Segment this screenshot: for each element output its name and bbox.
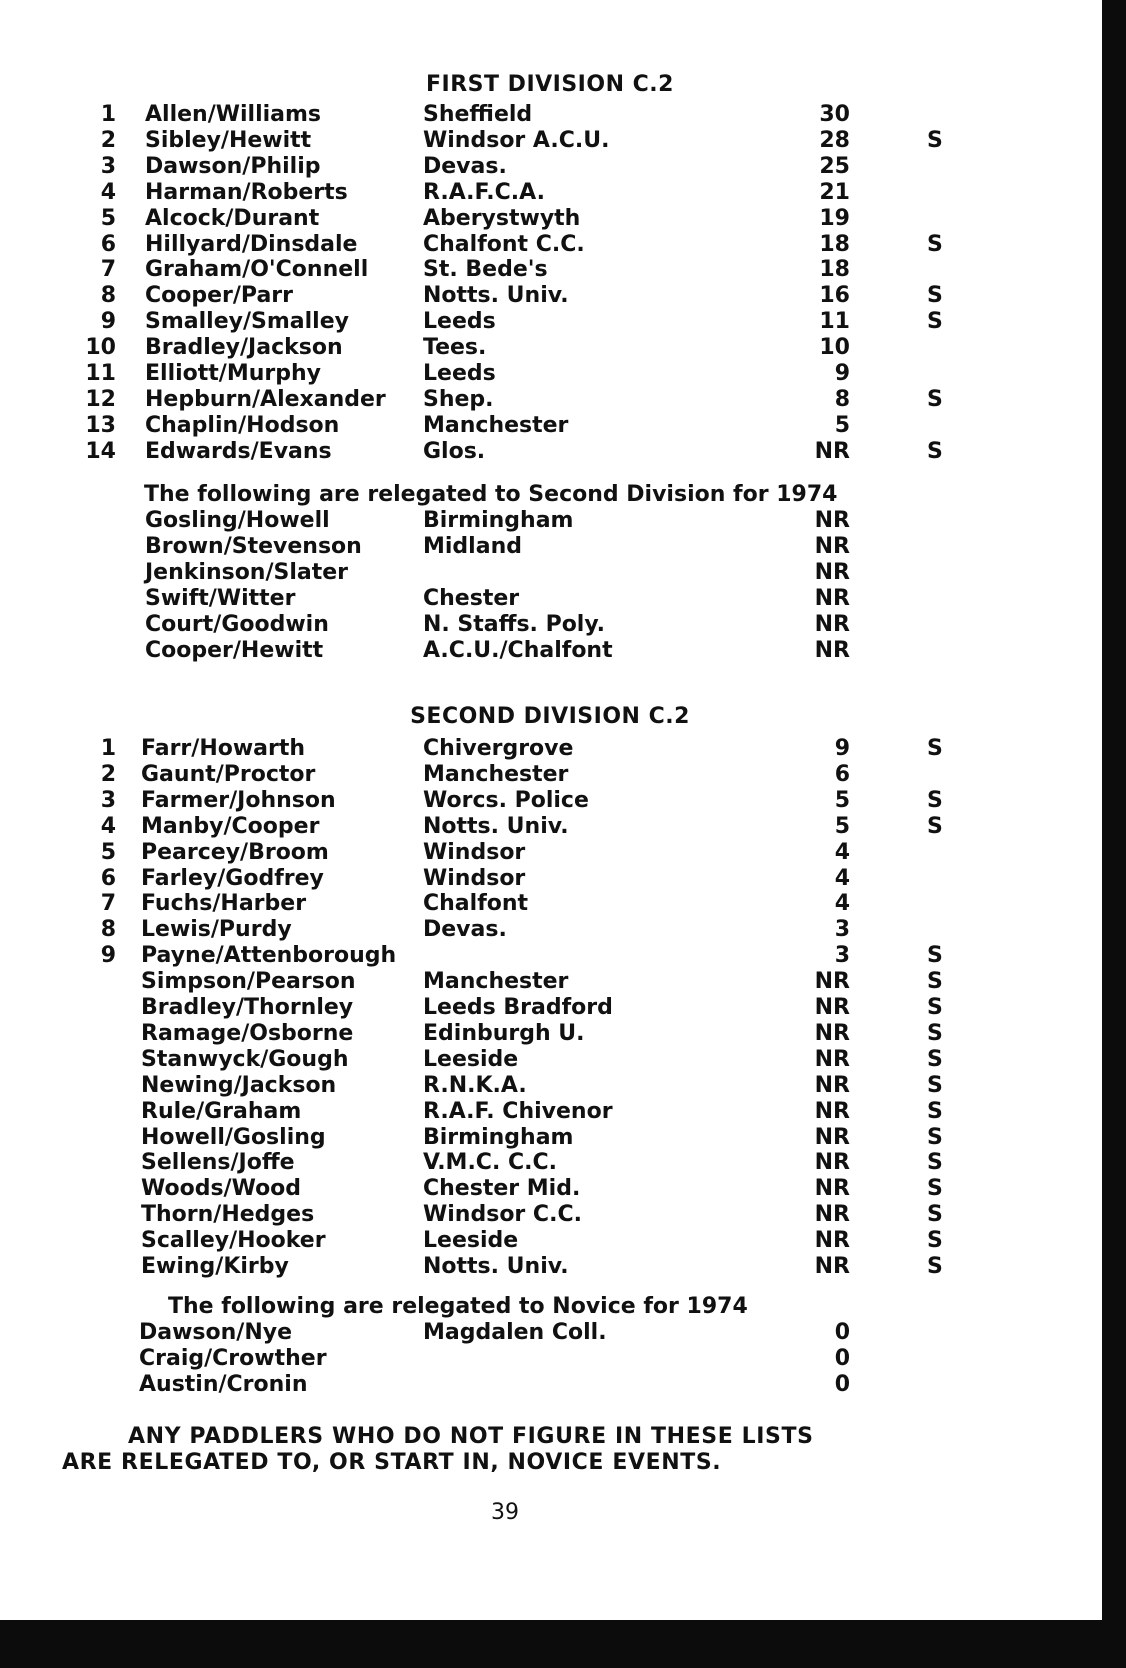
table-row <box>0 257 1000 283</box>
row-s: S <box>927 1150 943 1176</box>
row-name: Sibley/Hewitt <box>145 127 312 153</box>
row-name: Woods/Wood <box>141 1176 302 1202</box>
table-row <box>0 814 1000 840</box>
row-s: S <box>927 736 943 761</box>
row-name: Pearcey/Broom <box>141 839 329 865</box>
footer-notice-line-1: ANY PADDLERS WHO DO NOT FIGURE IN THESE LISTS <box>128 1424 814 1449</box>
row-club: Sheffield <box>423 102 533 127</box>
row-score: 6 <box>834 761 850 787</box>
row-score: NR <box>814 585 850 611</box>
scan-border-right <box>1102 0 1126 1668</box>
row-score: 0 <box>834 1320 850 1345</box>
row-name: Thorn/Hedges <box>141 1202 315 1228</box>
table-row <box>0 995 1000 1021</box>
table-row <box>0 969 1000 995</box>
row-club: Leeds Bradford <box>423 995 613 1020</box>
table-row <box>0 891 1000 917</box>
row-score: NR <box>814 1072 850 1098</box>
row-club: Manchester <box>423 969 569 995</box>
row-name: Scalley/Hooker <box>141 1228 326 1254</box>
table-row <box>0 128 1000 154</box>
row-rank: 5 <box>100 839 116 865</box>
table-row <box>0 283 1000 309</box>
row-club: Chester Mid. <box>423 1176 581 1202</box>
table-row <box>0 1073 1000 1099</box>
row-name: Cooper/Parr <box>145 283 294 309</box>
row-rank: 6 <box>100 231 116 257</box>
row-s: S <box>927 231 943 257</box>
row-score: 28 <box>819 127 850 153</box>
row-score: 9 <box>834 361 850 386</box>
table-row <box>0 612 1000 638</box>
row-score: 3 <box>834 917 850 943</box>
row-score: NR <box>814 995 850 1020</box>
row-score: 0 <box>834 1372 850 1397</box>
row-club: Edinburgh U. <box>423 1020 585 1046</box>
row-rank: 4 <box>100 179 116 205</box>
table-row <box>0 1021 1000 1047</box>
table-row <box>0 840 1000 866</box>
row-club: Leeside <box>423 1046 519 1072</box>
row-rank: 3 <box>100 787 116 813</box>
row-s: S <box>927 1072 943 1098</box>
row-club: Glos. <box>423 438 486 464</box>
row-s: S <box>927 995 943 1020</box>
row-score: 8 <box>834 386 850 412</box>
row-s: S <box>927 1176 943 1202</box>
row-name: Lewis/Purdy <box>141 917 292 943</box>
row-club: Birmingham <box>423 1124 574 1150</box>
row-rank: 8 <box>100 283 116 309</box>
row-club: R.N.K.A. <box>423 1072 527 1098</box>
row-rank: 7 <box>100 891 116 917</box>
table-row <box>0 1047 1000 1073</box>
row-rank: 1 <box>100 736 116 761</box>
row-score: 18 <box>819 231 850 257</box>
row-name: Court/Goodwin <box>145 611 329 637</box>
row-name: Ramage/Osborne <box>141 1020 354 1046</box>
row-score: NR <box>814 1254 850 1279</box>
row-rank: 14 <box>85 438 116 464</box>
row-score: 9 <box>834 736 850 761</box>
row-s: S <box>927 1098 943 1124</box>
row-club: Notts. Univ. <box>423 283 569 309</box>
row-rank: 1 <box>100 102 116 127</box>
row-club: Windsor <box>423 865 526 891</box>
row-club: Devas. <box>423 153 507 179</box>
table-row <box>0 1346 1000 1372</box>
table-row <box>0 439 1000 465</box>
first-division-title: FIRST DIVISION C.2 <box>426 72 674 97</box>
table-row <box>0 361 1000 387</box>
row-club: St. Bede's <box>423 257 548 283</box>
row-score: NR <box>814 611 850 637</box>
second-division-title: SECOND DIVISION C.2 <box>410 704 690 729</box>
row-name: Chaplin/Hodson <box>145 412 340 438</box>
row-name: Bradley/Thornley <box>141 995 354 1020</box>
row-rank: 13 <box>85 412 116 438</box>
table-row <box>0 1372 1000 1398</box>
row-name: Newing/Jackson <box>141 1072 337 1098</box>
first-division-relegated-note: The following are relegated to Second Division for 1974 <box>144 482 838 507</box>
row-name: Brown/Stevenson <box>145 533 362 559</box>
table-row <box>0 1228 1000 1254</box>
row-s: S <box>927 813 943 839</box>
page-number: 39 <box>491 1500 519 1525</box>
row-name: Craig/Crowther <box>139 1346 327 1371</box>
row-name: Rule/Graham <box>141 1098 302 1124</box>
row-score: 30 <box>819 102 850 127</box>
row-score: 4 <box>834 891 850 917</box>
row-club: Birmingham <box>423 508 574 533</box>
table-row <box>0 1320 1000 1346</box>
table-row <box>0 1125 1000 1151</box>
row-club: Windsor <box>423 839 526 865</box>
row-name: Payne/Attenborough <box>141 943 397 969</box>
row-name: Allen/Williams <box>145 102 322 127</box>
table-row <box>0 586 1000 612</box>
row-s: S <box>927 283 943 309</box>
row-name: Howell/Gosling <box>141 1124 326 1150</box>
row-name: Smalley/Smalley <box>145 309 349 335</box>
row-name: Hillyard/Dinsdale <box>145 231 358 257</box>
row-club: Manchester <box>423 761 569 787</box>
table-row <box>0 560 1000 586</box>
row-score: 11 <box>819 309 850 335</box>
row-name: Simpson/Pearson <box>141 969 356 995</box>
row-score: 4 <box>834 839 850 865</box>
row-rank: 2 <box>100 761 116 787</box>
row-name: Sellens/Joffe <box>141 1150 295 1176</box>
row-rank: 3 <box>100 153 116 179</box>
row-rank: 2 <box>100 127 116 153</box>
row-rank: 5 <box>100 205 116 231</box>
row-name: Elliott/Murphy <box>145 361 321 386</box>
row-name: Dawson/Philip <box>145 153 321 179</box>
table-row <box>0 866 1000 892</box>
row-club: Leeds <box>423 309 496 335</box>
row-score: NR <box>814 438 850 464</box>
row-s: S <box>927 309 943 335</box>
row-score: 5 <box>834 787 850 813</box>
row-name: Stanwyck/Gough <box>141 1046 349 1072</box>
row-club: Devas. <box>423 917 507 943</box>
row-s: S <box>927 969 943 995</box>
row-club: Windsor A.C.U. <box>423 127 610 153</box>
row-s: S <box>927 1228 943 1254</box>
row-rank: 11 <box>85 361 116 386</box>
row-club: Chalfont C.C. <box>423 231 585 257</box>
row-score: 21 <box>819 179 850 205</box>
row-score: NR <box>814 1202 850 1228</box>
row-score: NR <box>814 1124 850 1150</box>
row-rank: 4 <box>100 813 116 839</box>
row-score: NR <box>814 637 850 663</box>
row-score: 5 <box>834 412 850 438</box>
row-name: Farr/Howarth <box>141 736 306 761</box>
row-score: 16 <box>819 283 850 309</box>
row-s: S <box>927 1020 943 1046</box>
table-row <box>0 508 1000 534</box>
row-score: NR <box>814 1020 850 1046</box>
row-score: 25 <box>819 153 850 179</box>
row-rank: 9 <box>100 943 116 969</box>
table-row <box>0 736 1000 762</box>
row-club: Chivergrove <box>423 736 574 761</box>
row-name: Harman/Roberts <box>145 179 348 205</box>
row-score: 4 <box>834 865 850 891</box>
row-score: 5 <box>834 813 850 839</box>
table-row <box>0 1176 1000 1202</box>
row-name: Ewing/Kirby <box>141 1254 289 1279</box>
row-club: Shep. <box>423 386 494 412</box>
row-rank: 10 <box>85 335 116 361</box>
row-score: NR <box>814 1228 850 1254</box>
row-score: NR <box>814 969 850 995</box>
scan-border-bottom <box>0 1620 1126 1668</box>
row-score: 0 <box>834 1346 850 1371</box>
row-club: Aberystwyth <box>423 205 581 231</box>
row-club: A.C.U./Chalfont <box>423 637 613 663</box>
table-row <box>0 638 1000 664</box>
table-row <box>0 788 1000 814</box>
row-score: NR <box>814 559 850 585</box>
row-name: Graham/O'Connell <box>145 257 369 283</box>
table-row <box>0 335 1000 361</box>
table-row <box>0 1099 1000 1125</box>
row-name: Gaunt/Proctor <box>141 761 316 787</box>
row-name: Swift/Witter <box>145 585 296 611</box>
row-name: Bradley/Jackson <box>145 335 343 361</box>
row-name: Farmer/Johnson <box>141 787 336 813</box>
table-row <box>0 413 1000 439</box>
row-rank: 6 <box>100 865 116 891</box>
row-name: Farley/Godfrey <box>141 865 324 891</box>
row-name: Jenkinson/Slater <box>145 559 349 585</box>
row-club: Worcs. Police <box>423 787 589 813</box>
row-s: S <box>927 1124 943 1150</box>
table-row <box>0 943 1000 969</box>
row-club: N. Staffs. Poly. <box>423 611 606 637</box>
row-rank: 12 <box>85 386 116 412</box>
row-s: S <box>927 386 943 412</box>
row-score: 18 <box>819 257 850 283</box>
row-club: R.A.F.C.A. <box>423 179 545 205</box>
row-score: NR <box>814 1150 850 1176</box>
row-club: Chester <box>423 585 520 611</box>
row-club: Chalfont <box>423 891 529 917</box>
row-club: Notts. Univ. <box>423 1254 569 1279</box>
table-row <box>0 309 1000 335</box>
row-club: R.A.F. Chivenor <box>423 1098 613 1124</box>
table-row <box>0 232 1000 258</box>
row-s: S <box>927 1046 943 1072</box>
row-s: S <box>927 1202 943 1228</box>
row-score: NR <box>814 1098 850 1124</box>
row-club: Leeds <box>423 361 496 386</box>
row-club: Tees. <box>423 335 487 361</box>
row-s: S <box>927 1254 943 1279</box>
row-name: Austin/Cronin <box>139 1372 308 1397</box>
row-score: 10 <box>819 335 850 361</box>
row-rank: 8 <box>100 917 116 943</box>
row-name: Hepburn/Alexander <box>145 386 386 412</box>
row-rank: 9 <box>100 309 116 335</box>
table-row <box>0 1202 1000 1228</box>
row-rank: 7 <box>100 257 116 283</box>
row-club: Manchester <box>423 412 569 438</box>
table-row <box>0 154 1000 180</box>
row-score: 3 <box>834 943 850 969</box>
row-name: Gosling/Howell <box>145 508 330 533</box>
row-s: S <box>927 127 943 153</box>
row-name: Manby/Cooper <box>141 813 320 839</box>
table-row <box>0 534 1000 560</box>
table-row <box>0 762 1000 788</box>
table-row <box>0 206 1000 232</box>
row-name: Alcock/Durant <box>145 205 320 231</box>
row-club: Midland <box>423 533 522 559</box>
table-row <box>0 1150 1000 1176</box>
row-name: Edwards/Evans <box>145 438 332 464</box>
row-club: Leeside <box>423 1228 519 1254</box>
table-row <box>0 102 1000 128</box>
row-name: Fuchs/Harber <box>141 891 307 917</box>
table-row <box>0 1254 1000 1280</box>
row-score: NR <box>814 533 850 559</box>
table-row <box>0 917 1000 943</box>
second-division-relegated-note: The following are relegated to Novice for 1974 <box>168 1294 748 1319</box>
row-club: Magdalen Coll. <box>423 1320 607 1345</box>
row-s: S <box>927 787 943 813</box>
row-club: Windsor C.C. <box>423 1202 582 1228</box>
row-s: S <box>927 438 943 464</box>
table-row <box>0 387 1000 413</box>
row-club: V.M.C. C.C. <box>423 1150 557 1176</box>
row-score: NR <box>814 1046 850 1072</box>
row-score: NR <box>814 1176 850 1202</box>
row-score: 19 <box>819 205 850 231</box>
row-name: Dawson/Nye <box>139 1320 293 1345</box>
row-name: Cooper/Hewitt <box>145 637 324 663</box>
table-row <box>0 180 1000 206</box>
row-score: NR <box>814 508 850 533</box>
row-club: Notts. Univ. <box>423 813 569 839</box>
row-s: S <box>927 943 943 969</box>
footer-notice-line-2: ARE RELEGATED TO, OR START IN, NOVICE EVENTS. <box>62 1450 722 1475</box>
